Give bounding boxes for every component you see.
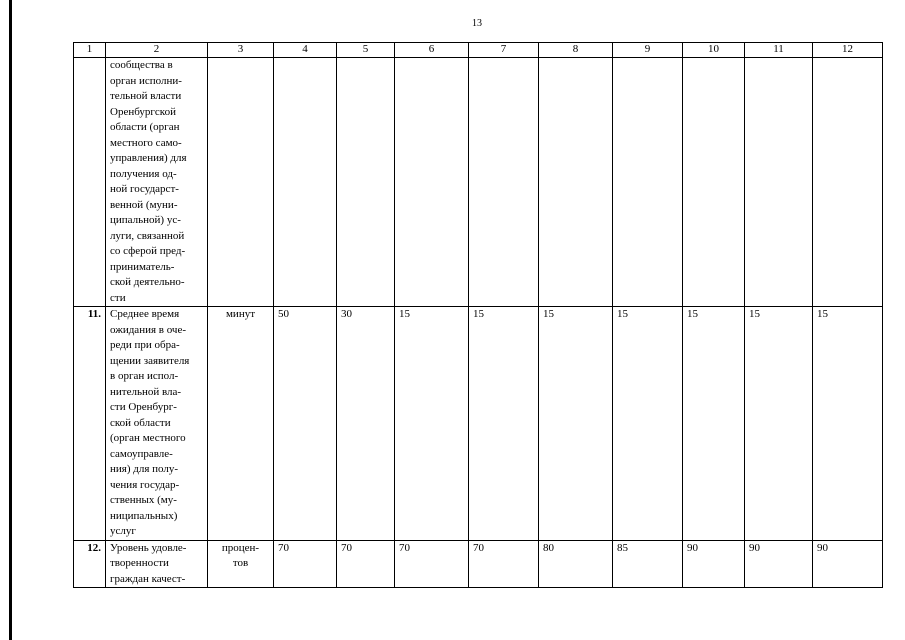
column-header: 10 <box>683 43 745 58</box>
column-header: 11 <box>745 43 813 58</box>
value-cell <box>745 58 813 307</box>
value-cell: 15 <box>613 307 683 541</box>
indicator-name: Среднее время ожидания в оче- реди при обра- щении заявителя в орган испол- нительной вла- сти Оренбург- ской области (орган местного самоуправле- ния) для полу- чения государ- ственных (му- ниципальных) услуг <box>106 307 208 541</box>
value-cell: 15 <box>539 307 613 541</box>
indicators-table <box>73 42 883 588</box>
row-number <box>74 58 106 307</box>
column-header: 9 <box>613 43 683 58</box>
value-cell <box>539 58 613 307</box>
value-cell <box>613 58 683 307</box>
column-header: 6 <box>395 43 469 58</box>
column-header: 3 <box>208 43 274 58</box>
table-row <box>74 307 883 541</box>
value-cell: 90 <box>683 540 745 588</box>
value-cell: 85 <box>613 540 683 588</box>
column-header: 5 <box>337 43 395 58</box>
row-number: 11. <box>74 307 106 541</box>
value-cell: 50 <box>274 307 337 541</box>
column-header: 12 <box>813 43 883 58</box>
table-row <box>74 58 883 307</box>
column-header: 4 <box>274 43 337 58</box>
table-row <box>74 540 883 588</box>
value-cell: 15 <box>745 307 813 541</box>
value-cell: 90 <box>813 540 883 588</box>
value-cell: 70 <box>469 540 539 588</box>
value-cell <box>813 58 883 307</box>
value-cell <box>395 58 469 307</box>
value-cell: 15 <box>813 307 883 541</box>
column-header: 7 <box>469 43 539 58</box>
value-cell: 70 <box>337 540 395 588</box>
indicator-name: сообщества в орган исполни- тельной власти Оренбургской области (орган местного само- управления) для получения од- ной государст- венной (муни- ципальной) ус- луги, связанной со сферой пред- приниматель- ской деятельно- сти <box>106 58 208 307</box>
unit-cell: минут <box>208 307 274 541</box>
value-cell <box>683 58 745 307</box>
value-cell <box>469 58 539 307</box>
value-cell: 15 <box>395 307 469 541</box>
page-number: 13 <box>472 18 482 29</box>
column-header: 2 <box>106 43 208 58</box>
value-cell: 15 <box>683 307 745 541</box>
header-row <box>74 43 883 58</box>
unit-cell <box>208 58 274 307</box>
value-cell: 15 <box>469 307 539 541</box>
value-cell <box>337 58 395 307</box>
value-cell: 70 <box>274 540 337 588</box>
value-cell: 90 <box>745 540 813 588</box>
row-number: 12. <box>74 540 106 588</box>
left-margin-rule <box>9 0 12 640</box>
unit-cell: процен- тов <box>208 540 274 588</box>
value-cell: 70 <box>395 540 469 588</box>
value-cell <box>274 58 337 307</box>
indicator-name: Уровень удовле- творенности граждан качест- <box>106 540 208 588</box>
value-cell: 30 <box>337 307 395 541</box>
column-header: 8 <box>539 43 613 58</box>
value-cell: 80 <box>539 540 613 588</box>
column-header: 1 <box>74 43 106 58</box>
